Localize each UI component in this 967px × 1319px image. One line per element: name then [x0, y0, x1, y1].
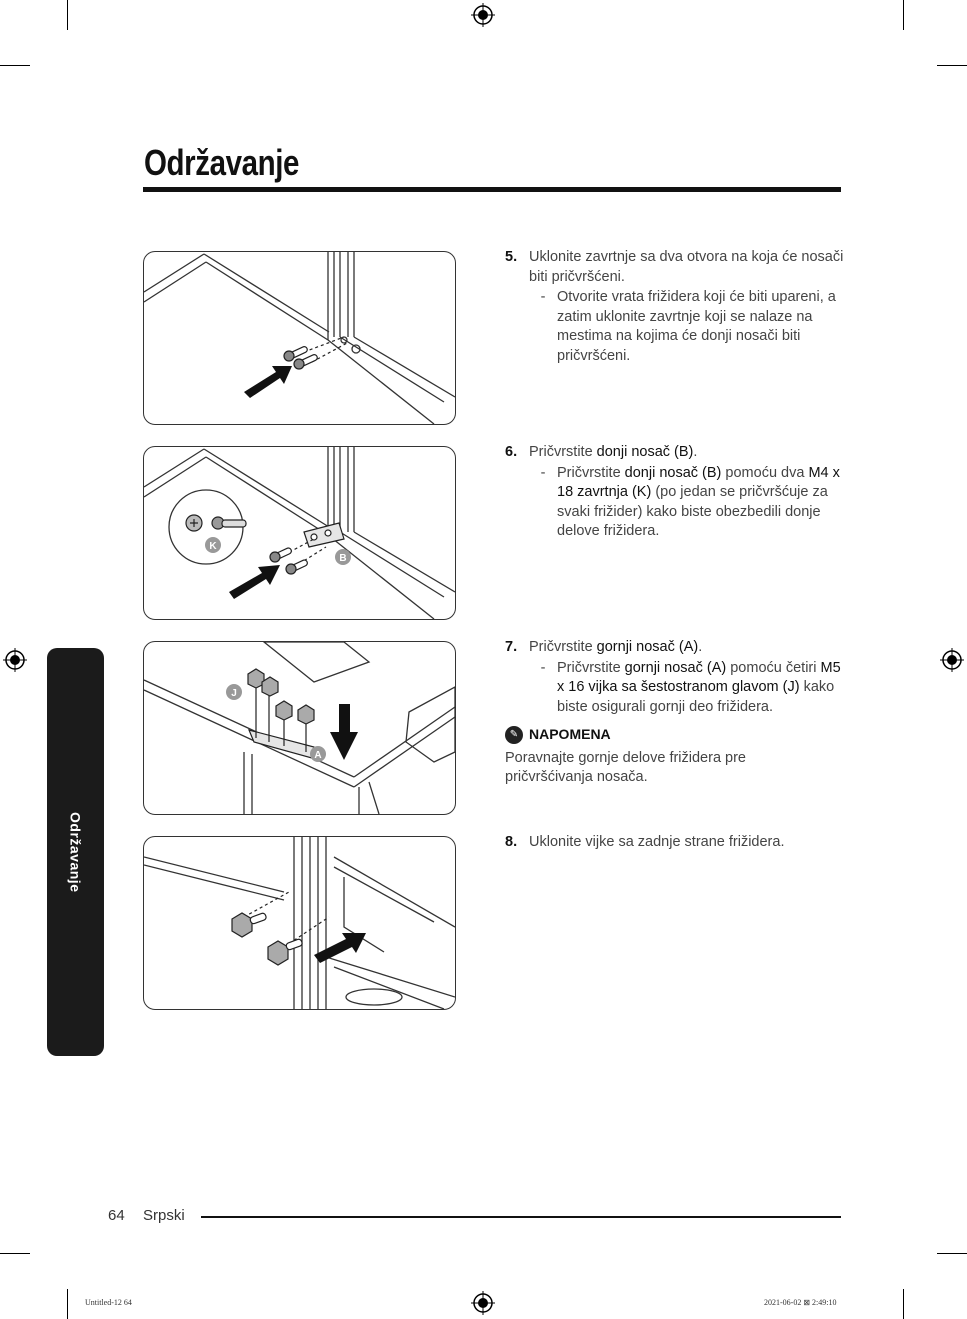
- step-text: .: [698, 639, 703, 655]
- step-dash: -: [540, 659, 546, 676]
- step-subtext: kako biste osigurali gornji deo frižidera.: [557, 679, 835, 715]
- crop-mark: [903, 1289, 904, 1319]
- step-subtext: (po jedan se pričvršćuje za svaki frižider) kako biste obezbedili donje delove frižidera.: [557, 484, 828, 539]
- step-7: [505, 638, 845, 788]
- step-subtext-highlight: M4 x 18 zavrtnja (K): [557, 464, 840, 500]
- title-rule: [143, 187, 841, 192]
- step-number: 6.: [505, 444, 518, 460]
- step-subtext-highlight: M5 x 16 vijka sa šestostranom glavom (J): [557, 659, 841, 695]
- page-number: 64: [108, 1207, 125, 1224]
- crop-mark: [903, 0, 904, 30]
- crop-mark: [0, 65, 30, 66]
- step-subtext-highlight: gornji nosač (A): [624, 659, 727, 676]
- label-b: B: [339, 553, 347, 564]
- illustration-step-6: [143, 446, 456, 620]
- step-number: 5.: [505, 249, 518, 265]
- step-number: 8.: [505, 834, 518, 850]
- step-subtext: Otvorite vrata frižidera koji će biti upareni, a zatim uklonite zavrtnje koji se nalaze na mestima na kojima će donji nosači biti pričvršćeni.: [557, 289, 836, 364]
- step-number: 7.: [505, 639, 518, 655]
- crop-mark: [67, 0, 68, 30]
- step-text-highlight: donji nosač (B): [596, 444, 694, 460]
- step-text: Pričvrstite: [529, 444, 597, 460]
- step-text-highlight: gornji nosač (A): [596, 639, 699, 655]
- step-text: Uklonite zavrtnje sa dva otvora na koja će nosači biti pričvršćeni.: [529, 249, 844, 285]
- step-subtext: pomoću dva: [721, 464, 809, 481]
- registration-mark-icon: [471, 1291, 495, 1315]
- registration-mark-icon: [471, 3, 495, 27]
- crop-mark: [937, 65, 967, 66]
- illustration-step-5: [143, 251, 456, 425]
- crop-mark: [937, 1253, 967, 1254]
- step-5: [505, 248, 845, 366]
- step-dash: -: [540, 289, 546, 305]
- label-j: J: [231, 688, 237, 699]
- side-tab-label: Održavanje: [67, 811, 84, 893]
- label-a: A: [314, 750, 322, 761]
- illustration-step-7: [143, 641, 456, 815]
- footer-language: Srpski: [143, 1207, 185, 1224]
- side-tab-label-wrap: [47, 648, 104, 1056]
- crop-mark: [67, 1289, 68, 1319]
- step-subtext: Pričvrstite: [557, 464, 625, 481]
- page-title: Održavanje: [144, 142, 300, 183]
- crop-mark: [0, 1253, 30, 1254]
- note-icon: ✎: [505, 726, 523, 744]
- step-6: [505, 443, 845, 542]
- print-date-info: 2021-06-02 ⊠ 2:49:10: [764, 1298, 837, 1307]
- step-8: [505, 833, 845, 853]
- step-subtext-highlight: donji nosač (B): [624, 464, 722, 481]
- step-text: Pričvrstite: [529, 639, 597, 655]
- note-title: NAPOMENA: [529, 726, 611, 742]
- note-header: [505, 725, 845, 745]
- note-body: Poravnajte gornje delove frižidera pre pričvršćivanja nosača.: [505, 749, 746, 785]
- step-subtext: Pričvrstite: [557, 659, 625, 676]
- step-dash: -: [540, 464, 546, 481]
- step-text: .: [693, 444, 698, 460]
- illustration-step-8: [143, 836, 456, 1010]
- step-subtext: pomoću četiri: [726, 659, 821, 676]
- step-text: Uklonite vijke sa zadnje strane frižidera.: [529, 834, 785, 850]
- registration-mark-icon: [940, 648, 964, 672]
- footer-rule: [201, 1216, 841, 1218]
- label-k: K: [209, 541, 217, 552]
- registration-mark-icon: [3, 648, 27, 672]
- print-file-info: Untitled-12 64: [85, 1298, 132, 1307]
